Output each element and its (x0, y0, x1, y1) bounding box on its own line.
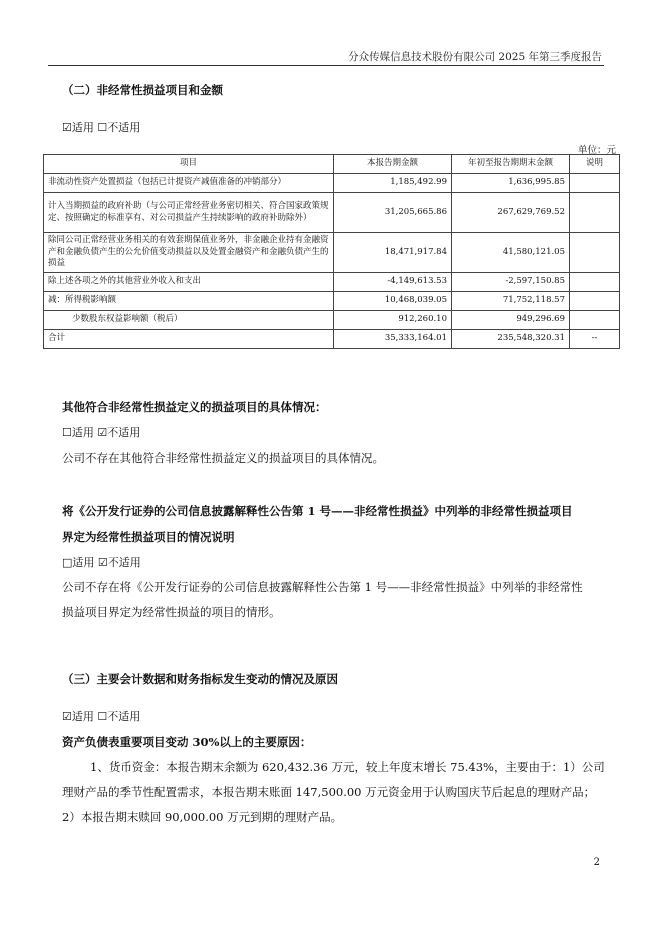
section2-title: （二）非经常性损益项目和金额 (62, 83, 223, 97)
table-row (44, 273, 620, 292)
table-row (44, 193, 620, 233)
cell: 1,185,492.99 (334, 174, 452, 193)
table-header-row (44, 155, 620, 174)
table-row (44, 330, 620, 349)
cell: 合计 (44, 330, 334, 349)
document-header: 分众传媒信息技术股份有限公司 2025 年第三季度报告 (348, 51, 602, 63)
table-row (44, 174, 620, 193)
cell: 1,636,995.85 (452, 174, 570, 193)
section3-line3: 2）本报告期末赎回 90,000.00 万元到期的理财产品。 (62, 810, 343, 824)
cell: 41,580,121.05 (452, 233, 570, 273)
cell: 除上述各项之外的其他营业外收入和支出 (44, 273, 334, 292)
explain-title-line1: 将《公开发行证券的公司信息披露解释性公告第 1 号——非经常性损益》中列举的非经常性损益项目 (62, 504, 573, 518)
cell (570, 233, 620, 273)
other-items-title: 其他符合非经常性损益定义的损益项目的具体情况： (62, 400, 327, 414)
cell (570, 273, 620, 292)
col-header: 项目 (44, 155, 334, 174)
non-recurring-table (43, 154, 620, 349)
explain-title-line2: 界定为经常性损益项目的情况说明 (62, 530, 235, 544)
cell (570, 193, 620, 233)
cell: 计入当期损益的政府补助（与公司正常经营业务密切相关、符合国家政策规定、按照确定的标准享有、对公司损益产生持续影响的政府补助除外） (44, 193, 334, 233)
cell: 35,333,164.01 (334, 330, 452, 349)
col-header: 说明 (570, 155, 620, 174)
col-header: 本报告期金额 (334, 155, 452, 174)
section3-subtitle: 资产负债表重要项目变动 30%以上的主要原因： (62, 735, 312, 749)
section3-applicable: ☑适用 ☐不适用 (62, 710, 141, 723)
explain-text-line1: 公司不存在将《公开发行证券的公司信息披露解释性公告第 1 号——非经常性损益》中列举的非经常性 (62, 580, 583, 594)
cell: 949,296.69 (452, 311, 570, 330)
table-row (44, 233, 620, 273)
unit-label: 单位：元 (577, 145, 616, 156)
table-row (44, 311, 620, 330)
other-items-applicable: ☐适用 ☑不适用 (62, 426, 141, 439)
col-header: 年初至报告期期末金额 (452, 155, 570, 174)
cell: 235,548,320.31 (452, 330, 570, 349)
cell (570, 174, 620, 193)
cell: 少数股东权益影响额（税后） (44, 311, 334, 330)
cell: -- (570, 330, 620, 349)
cell: 71,752,118.57 (452, 292, 570, 311)
section2-applicable: ☑适用 ☐不适用 (62, 121, 141, 134)
cell (570, 311, 620, 330)
section3-title: （三）主要会计数据和财务指标发生变动的情况及原因 (62, 672, 338, 686)
section3-line1: 1、货币资金：本报告期末余额为 620,432.36 万元，较上年度末增长 75.43%，主要由于：1）公司 (90, 760, 605, 774)
cell: 减：所得税影响额 (44, 292, 334, 311)
explain-applicable: □适用 ☑不适用 (62, 556, 141, 569)
header-divider (48, 65, 604, 66)
cell: 18,471,917.84 (334, 233, 452, 273)
cell: 除同公司正常经营业务相关的有效套期保值业务外，非金融企业持有金融资产和金融负债产生的公允价值变动损益以及处置金融资产和金融负债产生的损益 (44, 233, 334, 273)
cell: 非流动性资产处置损益（包括已计提资产减值准备的冲销部分） (44, 174, 334, 193)
cell: -2,597,150.85 (452, 273, 570, 292)
cell: 10,468,039.05 (334, 292, 452, 311)
section3-line2: 理财产品的季节性配置需求，本报告期末账面 147,500.00 万元资金用于认购国庆节后起息的理财产品； (62, 785, 596, 799)
cell (570, 292, 620, 311)
cell: -4,149,613.53 (334, 273, 452, 292)
table-row (44, 292, 620, 311)
page-number: 2 (593, 857, 600, 868)
cell: 912,260.10 (334, 311, 452, 330)
cell: 267,629,769.52 (452, 193, 570, 233)
cell: 31,205,665.86 (334, 193, 452, 233)
explain-text-line2: 损益项目界定为经常性损益的项目的情形。 (62, 605, 281, 619)
other-items-text: 公司不存在其他符合非经常性损益定义的损益项目的具体情况。 (62, 451, 384, 465)
